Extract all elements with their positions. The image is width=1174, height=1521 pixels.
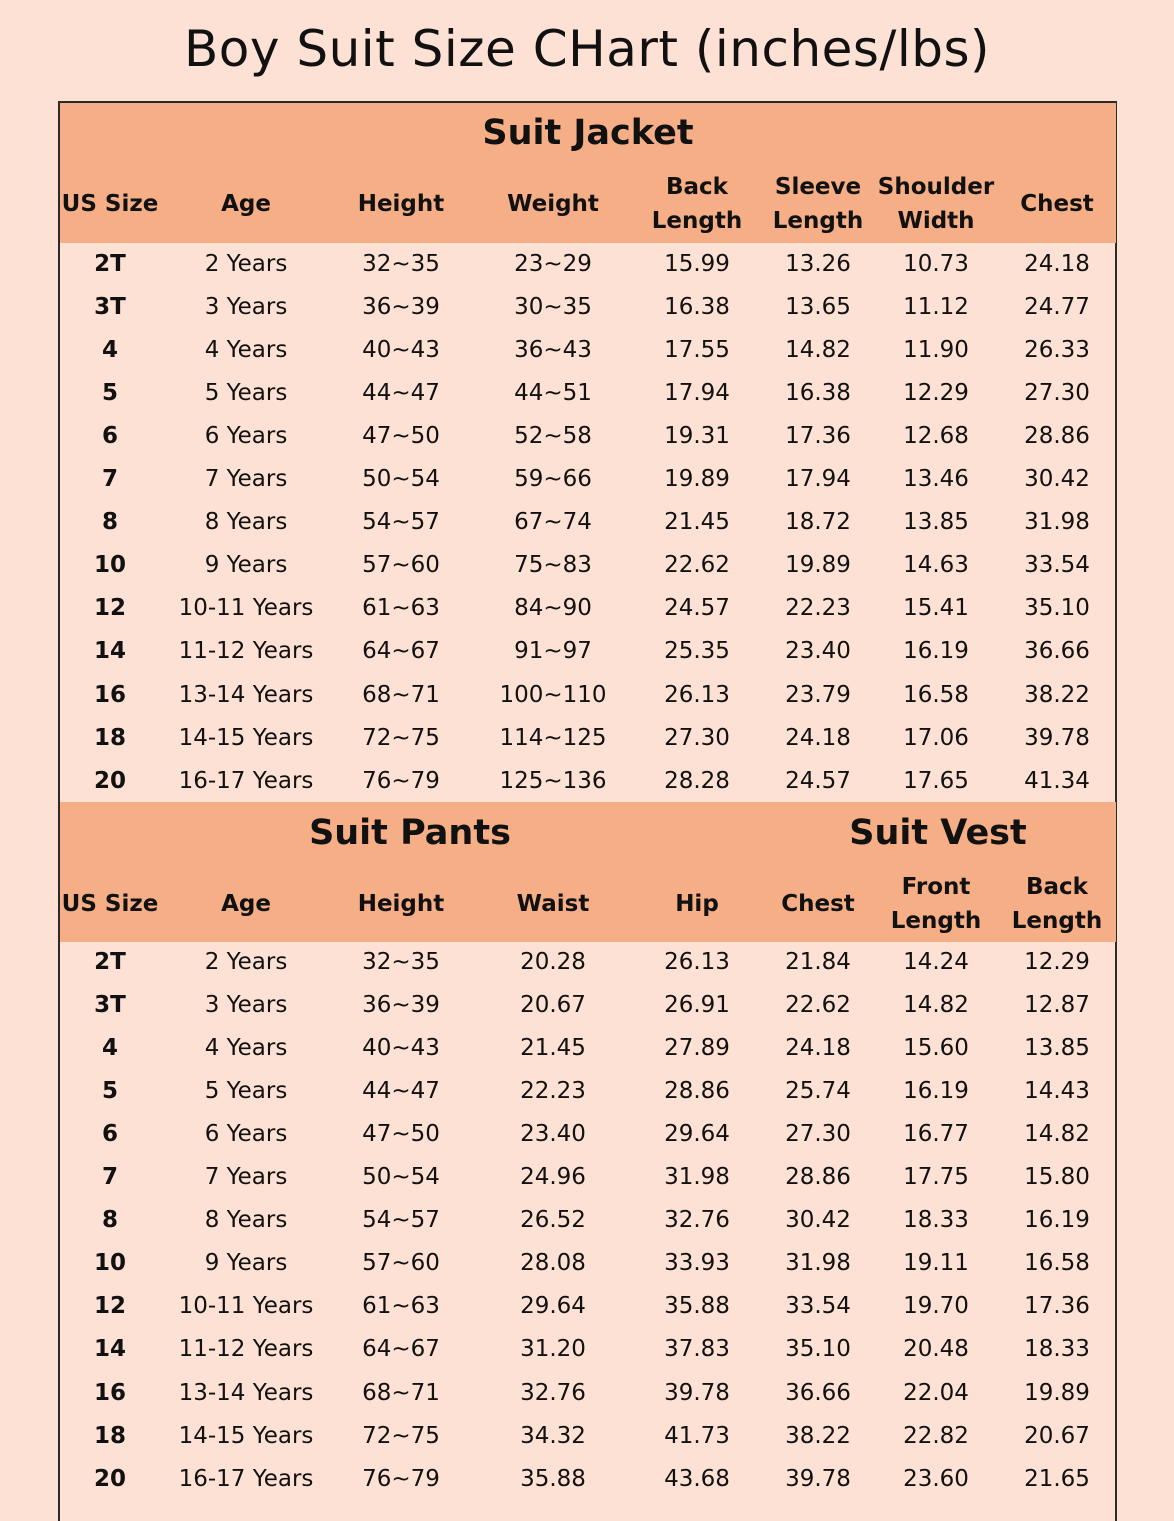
table-cell: 44~47 bbox=[362, 380, 440, 407]
table-cell: 20.67 bbox=[520, 992, 586, 1019]
vest-section-title: Suit Vest bbox=[849, 813, 1027, 853]
table-cell: 39.78 bbox=[664, 1379, 730, 1406]
size-cell: 6 bbox=[101, 423, 118, 450]
column-header bbox=[637, 887, 757, 921]
table-cell: 47~50 bbox=[362, 423, 440, 450]
column-header bbox=[478, 887, 628, 921]
table-cell: 84~90 bbox=[514, 595, 592, 622]
table-cell: 54~57 bbox=[362, 509, 440, 536]
table-cell: 15.41 bbox=[903, 595, 969, 622]
chart-title: Boy Suit Size CHart (inches/lbs) bbox=[183, 20, 991, 78]
size-cell: 4 bbox=[101, 337, 118, 364]
table-cell: 50~54 bbox=[362, 466, 440, 493]
table-cell: 27.30 bbox=[785, 1121, 851, 1148]
table-cell: 13.26 bbox=[785, 251, 851, 277]
table-cell: 30~35 bbox=[514, 294, 592, 321]
table-row bbox=[60, 941, 1116, 984]
table-cell: 17.94 bbox=[785, 466, 851, 493]
table-cell: 17.55 bbox=[664, 337, 730, 364]
table-cell: 43.68 bbox=[664, 1465, 730, 1492]
table-cell: 14-15 Years bbox=[178, 724, 314, 751]
table-row bbox=[60, 1458, 1116, 1501]
table-cell: 31.98 bbox=[785, 1250, 851, 1277]
table-cell: 36.66 bbox=[785, 1379, 851, 1406]
table-row bbox=[60, 674, 1116, 717]
table-cell: 33.93 bbox=[664, 1250, 730, 1277]
table-cell: 29.64 bbox=[520, 1293, 586, 1320]
table-cell: 23~29 bbox=[514, 251, 592, 277]
table-cell: 61~63 bbox=[362, 1293, 440, 1320]
size-cell: 7 bbox=[101, 1164, 118, 1191]
size-cell: 6 bbox=[101, 1121, 118, 1148]
table-cell: 14.24 bbox=[903, 949, 969, 975]
table-cell: 17.36 bbox=[1024, 1293, 1090, 1320]
table-cell: 67~74 bbox=[514, 509, 592, 536]
table-row bbox=[60, 1415, 1116, 1458]
table-row bbox=[60, 587, 1116, 630]
column-header-line: Sleeve bbox=[774, 174, 862, 200]
table-cell: 35.10 bbox=[785, 1336, 851, 1363]
table-cell: 52~58 bbox=[514, 423, 592, 450]
table-cell: 16.77 bbox=[903, 1121, 969, 1148]
pants-section-title: Suit Pants bbox=[309, 813, 511, 853]
table-cell: 14.82 bbox=[785, 337, 851, 364]
table-cell: 36~39 bbox=[362, 992, 440, 1019]
table-cell: 50~54 bbox=[362, 1164, 440, 1191]
table-cell: 24.18 bbox=[785, 1035, 851, 1062]
table-cell: 4 Years bbox=[204, 337, 288, 364]
size-cell: 3T bbox=[94, 992, 126, 1019]
table-cell: 13.85 bbox=[1024, 1035, 1090, 1062]
table-cell: 13-14 Years bbox=[178, 681, 314, 708]
size-cell: 2T bbox=[94, 251, 126, 277]
column-header-line: Front bbox=[901, 874, 971, 900]
table-cell: 14.63 bbox=[903, 552, 969, 579]
table-cell: 16.38 bbox=[785, 380, 851, 407]
table-cell: 19.70 bbox=[903, 1293, 969, 1320]
table-cell: 15.99 bbox=[664, 251, 730, 277]
table-cell: 8 Years bbox=[204, 509, 288, 536]
table-cell: 21.65 bbox=[1024, 1465, 1090, 1492]
table-cell: 114~125 bbox=[499, 724, 607, 751]
column-header-line: Length bbox=[1011, 908, 1103, 934]
table-cell: 11.12 bbox=[903, 294, 969, 321]
table-cell: 27.30 bbox=[1024, 380, 1090, 407]
table-cell: 44~51 bbox=[514, 380, 592, 407]
table-row bbox=[60, 1328, 1116, 1371]
table-cell: 39.78 bbox=[785, 1465, 851, 1492]
table-cell: 28.86 bbox=[785, 1164, 851, 1191]
size-cell: 16 bbox=[93, 1379, 126, 1406]
table-cell: 24.57 bbox=[664, 595, 730, 622]
table-row bbox=[60, 984, 1116, 1027]
table-cell: 26.91 bbox=[664, 992, 730, 1019]
table-cell: 28.86 bbox=[664, 1078, 730, 1105]
table-cell: 20.28 bbox=[520, 949, 586, 975]
table-cell: 26.33 bbox=[1024, 337, 1090, 364]
table-cell: 32~35 bbox=[362, 251, 440, 277]
table-cell: 76~79 bbox=[362, 767, 440, 794]
column-header bbox=[55, 187, 165, 221]
column-header-line: Waist bbox=[516, 891, 590, 917]
column-header-line: Width bbox=[897, 208, 975, 234]
table-row bbox=[60, 1199, 1116, 1242]
table-cell: 32.76 bbox=[520, 1379, 586, 1406]
table-cell: 7 Years bbox=[204, 466, 288, 493]
table-cell: 13.85 bbox=[903, 509, 969, 536]
table-cell: 16.19 bbox=[1024, 1207, 1090, 1234]
table-cell: 24.18 bbox=[785, 724, 851, 751]
size-cell: 5 bbox=[101, 1078, 118, 1105]
column-header bbox=[758, 170, 878, 238]
table-cell: 12.68 bbox=[903, 423, 969, 450]
column-header-line: US Size bbox=[61, 891, 159, 917]
table-cell: 15.80 bbox=[1024, 1164, 1090, 1191]
column-header-line: Age bbox=[221, 191, 271, 217]
table-cell: 16-17 Years bbox=[178, 767, 314, 794]
table-cell: 14.82 bbox=[1024, 1121, 1090, 1148]
table-cell: 16.19 bbox=[903, 638, 969, 665]
size-cell: 14 bbox=[93, 1336, 126, 1363]
table-cell: 18.33 bbox=[903, 1207, 969, 1234]
table-cell: 36.66 bbox=[1024, 638, 1090, 665]
table-cell: 28.08 bbox=[520, 1250, 586, 1277]
table-row bbox=[60, 415, 1116, 458]
table-row bbox=[60, 1027, 1116, 1070]
column-header-line: Chest bbox=[1020, 191, 1094, 217]
table-cell: 17.94 bbox=[664, 380, 730, 407]
table-cell: 17.75 bbox=[903, 1164, 969, 1191]
size-cell: 14 bbox=[93, 638, 126, 665]
table-cell: 75~83 bbox=[514, 552, 592, 579]
size-cell: 20 bbox=[93, 767, 126, 794]
table-cell: 59~66 bbox=[514, 466, 592, 493]
table-cell: 40~43 bbox=[362, 337, 440, 364]
table-row bbox=[60, 1070, 1116, 1113]
column-header-line: Length bbox=[890, 908, 982, 934]
size-cell: 2T bbox=[94, 949, 126, 975]
table-cell: 6 Years bbox=[204, 1121, 288, 1148]
size-cell: 4 bbox=[101, 1035, 118, 1062]
table-cell: 17.36 bbox=[785, 423, 851, 450]
size-cell: 8 bbox=[101, 1207, 118, 1234]
table-cell: 2 Years bbox=[204, 949, 288, 975]
table-cell: 16.58 bbox=[903, 681, 969, 708]
table-row bbox=[60, 372, 1116, 415]
table-row bbox=[60, 1156, 1116, 1199]
table-cell: 23.79 bbox=[785, 681, 851, 708]
table-cell: 64~67 bbox=[362, 638, 440, 665]
table-cell: 23.40 bbox=[520, 1121, 586, 1148]
table-cell: 41.34 bbox=[1024, 767, 1090, 794]
table-cell: 57~60 bbox=[362, 1250, 440, 1277]
table-cell: 25.74 bbox=[785, 1078, 851, 1105]
table-cell: 23.60 bbox=[903, 1465, 969, 1492]
table-cell: 68~71 bbox=[362, 1379, 440, 1406]
table-cell: 14.43 bbox=[1024, 1078, 1090, 1105]
table-cell: 40~43 bbox=[362, 1035, 440, 1062]
column-header bbox=[331, 187, 471, 221]
column-header-line: Weight bbox=[507, 191, 599, 217]
table-cell: 16.19 bbox=[903, 1078, 969, 1105]
table-cell: 22.62 bbox=[664, 552, 730, 579]
table-cell: 5 Years bbox=[204, 1078, 288, 1105]
column-header-line: US Size bbox=[61, 191, 159, 217]
table-cell: 32~35 bbox=[362, 949, 440, 975]
table-cell: 14-15 Years bbox=[178, 1422, 314, 1449]
size-cell: 7 bbox=[101, 466, 118, 493]
table-cell: 39.78 bbox=[1024, 724, 1090, 751]
table-cell: 19.89 bbox=[785, 552, 851, 579]
table-cell: 20.48 bbox=[903, 1336, 969, 1363]
table-row bbox=[60, 544, 1116, 587]
table-cell: 10.73 bbox=[903, 251, 969, 277]
table-cell: 22.82 bbox=[903, 1422, 969, 1449]
table-cell: 26.52 bbox=[520, 1207, 586, 1234]
table-row bbox=[60, 243, 1116, 286]
table-cell: 31.98 bbox=[664, 1164, 730, 1191]
table-cell: 12.29 bbox=[903, 380, 969, 407]
table-cell: 6 Years bbox=[204, 423, 288, 450]
column-header-line: Length bbox=[651, 208, 743, 234]
table-cell: 9 Years bbox=[204, 1250, 288, 1277]
table-cell: 37.83 bbox=[664, 1336, 730, 1363]
table-cell: 15.60 bbox=[903, 1035, 969, 1062]
table-cell: 11-12 Years bbox=[178, 638, 314, 665]
table-cell: 125~136 bbox=[499, 767, 607, 794]
column-header bbox=[166, 887, 326, 921]
table-cell: 29.64 bbox=[664, 1121, 730, 1148]
size-cell: 3T bbox=[94, 294, 126, 321]
table-cell: 30.42 bbox=[785, 1207, 851, 1234]
size-cell: 8 bbox=[101, 509, 118, 536]
table-cell: 11-12 Years bbox=[178, 1336, 314, 1363]
table-row bbox=[60, 630, 1116, 673]
table-cell: 9 Years bbox=[204, 552, 288, 579]
size-cell: 10 bbox=[93, 1250, 126, 1277]
table-cell: 22.62 bbox=[785, 992, 851, 1019]
table-cell: 76~79 bbox=[362, 1465, 440, 1492]
column-header bbox=[478, 187, 628, 221]
table-cell: 11.90 bbox=[903, 337, 969, 364]
table-cell: 3 Years bbox=[204, 992, 288, 1019]
table-row bbox=[60, 1285, 1116, 1328]
table-cell: 5 Years bbox=[204, 380, 288, 407]
table-cell: 24.77 bbox=[1024, 294, 1090, 321]
table-cell: 64~67 bbox=[362, 1336, 440, 1363]
size-cell: 18 bbox=[93, 724, 126, 751]
column-header-line: Back bbox=[666, 174, 728, 200]
table-cell: 44~47 bbox=[362, 1078, 440, 1105]
table-cell: 10-11 Years bbox=[178, 595, 314, 622]
table-cell: 16.58 bbox=[1024, 1250, 1090, 1277]
table-cell: 19.31 bbox=[664, 423, 730, 450]
size-cell: 12 bbox=[93, 1293, 126, 1320]
table-cell: 34.32 bbox=[520, 1422, 586, 1449]
table-cell: 33.54 bbox=[1024, 552, 1090, 579]
table-cell: 26.13 bbox=[664, 681, 730, 708]
column-header bbox=[997, 187, 1117, 221]
table-cell: 54~57 bbox=[362, 1207, 440, 1234]
size-cell: 5 bbox=[101, 380, 118, 407]
table-cell: 35.10 bbox=[1024, 595, 1090, 622]
table-cell: 31.98 bbox=[1024, 509, 1090, 536]
column-header bbox=[876, 870, 996, 938]
table-cell: 18.33 bbox=[1024, 1336, 1090, 1363]
column-header bbox=[55, 887, 165, 921]
table-cell: 68~71 bbox=[362, 681, 440, 708]
table-cell: 27.30 bbox=[664, 724, 730, 751]
table-row bbox=[60, 458, 1116, 501]
table-cell: 13.46 bbox=[903, 466, 969, 493]
table-cell: 91~97 bbox=[514, 638, 592, 665]
table-cell: 20.67 bbox=[1024, 1422, 1090, 1449]
column-header-line: Length bbox=[772, 208, 864, 234]
table-cell: 100~110 bbox=[499, 681, 607, 708]
column-header-line: Chest bbox=[781, 891, 855, 917]
table-row bbox=[60, 1242, 1116, 1285]
table-cell: 17.06 bbox=[903, 724, 969, 751]
table-cell: 21.45 bbox=[520, 1035, 586, 1062]
table-cell: 3 Years bbox=[204, 294, 288, 321]
table-cell: 23.40 bbox=[785, 638, 851, 665]
table-cell: 72~75 bbox=[362, 724, 440, 751]
column-header bbox=[876, 170, 996, 238]
table-row bbox=[60, 1372, 1116, 1415]
table-cell: 16-17 Years bbox=[178, 1465, 314, 1492]
table-row bbox=[60, 1113, 1116, 1156]
table-cell: 12.29 bbox=[1024, 949, 1090, 975]
column-header-line: Height bbox=[357, 891, 445, 917]
table-cell: 7 Years bbox=[204, 1164, 288, 1191]
table-cell: 22.23 bbox=[785, 595, 851, 622]
table-cell: 31.20 bbox=[520, 1336, 586, 1363]
table-cell: 19.11 bbox=[903, 1250, 969, 1277]
column-header bbox=[637, 170, 757, 238]
table-cell: 26.13 bbox=[664, 949, 730, 975]
column-header bbox=[331, 887, 471, 921]
column-header bbox=[758, 887, 878, 921]
table-row bbox=[60, 286, 1116, 329]
size-cell: 10 bbox=[93, 552, 126, 579]
table-cell: 35.88 bbox=[664, 1293, 730, 1320]
table-cell: 24.96 bbox=[520, 1164, 586, 1191]
table-row bbox=[60, 501, 1116, 544]
column-header bbox=[997, 870, 1117, 938]
table-cell: 12.87 bbox=[1024, 992, 1090, 1019]
table-cell: 8 Years bbox=[204, 1207, 288, 1234]
table-cell: 41.73 bbox=[664, 1422, 730, 1449]
table-cell: 17.65 bbox=[903, 767, 969, 794]
table-cell: 57~60 bbox=[362, 552, 440, 579]
column-header-line: Height bbox=[357, 191, 445, 217]
table-cell: 18.72 bbox=[785, 509, 851, 536]
column-header-line: Back bbox=[1026, 874, 1088, 900]
table-cell: 28.28 bbox=[664, 767, 730, 794]
table-cell: 16.38 bbox=[664, 294, 730, 321]
table-cell: 22.04 bbox=[903, 1379, 969, 1406]
table-cell: 25.35 bbox=[664, 638, 730, 665]
table-cell: 28.86 bbox=[1024, 423, 1090, 450]
table-cell: 61~63 bbox=[362, 595, 440, 622]
table-cell: 19.89 bbox=[1024, 1379, 1090, 1406]
column-header-line: Hip bbox=[675, 891, 719, 917]
table-cell: 36~39 bbox=[362, 294, 440, 321]
table-cell: 21.84 bbox=[785, 949, 851, 975]
table-cell: 10-11 Years bbox=[178, 1293, 314, 1320]
table-cell: 36~43 bbox=[514, 337, 592, 364]
table-cell: 27.89 bbox=[664, 1035, 730, 1062]
table-cell: 14.82 bbox=[903, 992, 969, 1019]
table-cell: 32.76 bbox=[664, 1207, 730, 1234]
table-cell: 19.89 bbox=[664, 466, 730, 493]
table-cell: 47~50 bbox=[362, 1121, 440, 1148]
size-cell: 16 bbox=[93, 681, 126, 708]
table-cell: 22.23 bbox=[520, 1078, 586, 1105]
table-row bbox=[60, 760, 1116, 803]
table-cell: 35.88 bbox=[520, 1465, 586, 1492]
table-cell: 38.22 bbox=[1024, 681, 1090, 708]
table-cell: 30.42 bbox=[1024, 466, 1090, 493]
table-cell: 13-14 Years bbox=[178, 1379, 314, 1406]
table-row bbox=[60, 329, 1116, 372]
table-cell: 2 Years bbox=[204, 251, 288, 277]
table-row bbox=[60, 717, 1116, 760]
size-cell: 12 bbox=[93, 595, 126, 622]
table-cell: 33.54 bbox=[785, 1293, 851, 1320]
size-cell: 20 bbox=[93, 1465, 126, 1492]
size-cell: 18 bbox=[93, 1422, 126, 1449]
table-cell: 38.22 bbox=[785, 1422, 851, 1449]
table-cell: 72~75 bbox=[362, 1422, 440, 1449]
column-header-line: Shoulder bbox=[877, 174, 995, 200]
table-cell: 24.18 bbox=[1024, 251, 1090, 277]
column-header bbox=[166, 187, 326, 221]
column-header-line: Age bbox=[221, 891, 271, 917]
table-cell: 24.57 bbox=[785, 767, 851, 794]
table-cell: 13.65 bbox=[785, 294, 851, 321]
table-cell: 21.45 bbox=[664, 509, 730, 536]
table-cell: 4 Years bbox=[204, 1035, 288, 1062]
jacket-section-title: Suit Jacket bbox=[482, 113, 694, 153]
